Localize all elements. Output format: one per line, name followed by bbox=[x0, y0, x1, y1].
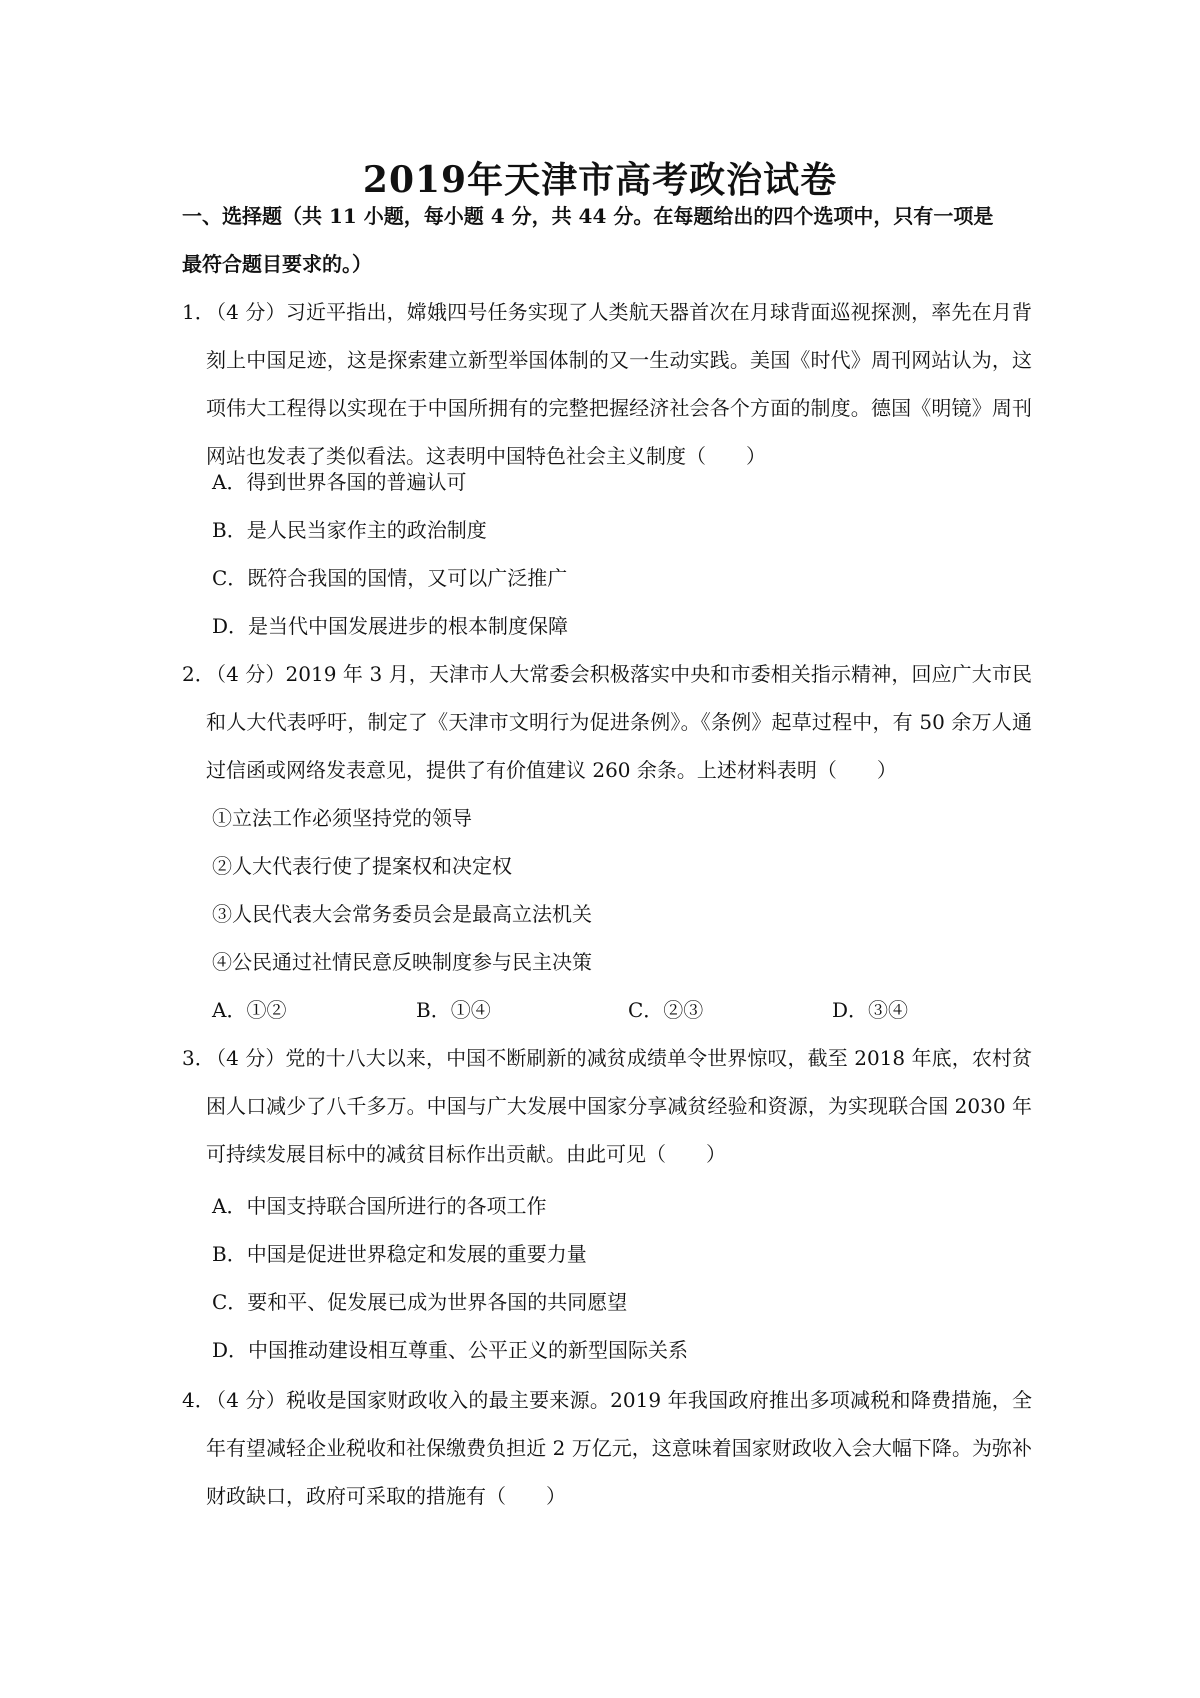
question-3-option-d: D．中国推动建设相互尊重、公平正义的新型国际关系 bbox=[212, 1338, 689, 1362]
question-2-statement-1: ①立法工作必须坚持党的领导 bbox=[212, 806, 472, 830]
question-2-statement-4: ④公民通过社情民意反映制度参与民主决策 bbox=[212, 950, 592, 974]
question-1-option-c: C．既符合我国的国情，又可以广泛推广 bbox=[212, 566, 568, 590]
question-2-number: 2． bbox=[182, 662, 215, 686]
question-2-option-a: A．①② bbox=[212, 998, 287, 1022]
question-4-number: 4． bbox=[182, 1388, 215, 1412]
question-1-text: （4 分）习近平指出，嫦娥四号任务实现了人类航天器首次在月球背面巡视探测，率先在月背刻上中国足迹，这是探索建立新型举国体制的又一生动实践。美国《时代》周刊网站认为，这项伟大工程得以实现在于中国所拥有的完整把握经济社会各个方面的制度。德国《明镜》周刊网站也发表了类似看法。这表明中国特色社会主义制度（ ） bbox=[206, 300, 1032, 468]
question-1-option-a: A．得到世界各国的普遍认可 bbox=[212, 470, 467, 494]
section-heading-line1: 一、选择题（共 11 小题，每小题 4 分，共 44 分。在每题给出的四个选项中，只有一项是 bbox=[182, 204, 994, 228]
question-1-option-d: D．是当代中国发展进步的根本制度保障 bbox=[212, 614, 569, 638]
question-1-option-b: B．是人民当家作主的政治制度 bbox=[212, 518, 487, 542]
question-2-statement-3: ③人民代表大会常务委员会是最高立法机关 bbox=[212, 902, 592, 926]
page-title: 2019年天津市高考政治试卷 bbox=[362, 159, 838, 201]
question-3-number: 3． bbox=[182, 1046, 215, 1070]
question-3-option-a: A．中国支持联合国所进行的各项工作 bbox=[212, 1194, 547, 1218]
question-3-option-c: C．要和平、促发展已成为世界各国的共同愿望 bbox=[212, 1290, 628, 1314]
section-heading-line2: 最符合题目要求的。） bbox=[182, 252, 372, 276]
question-2-statement-2: ②人大代表行使了提案权和决定权 bbox=[212, 854, 512, 878]
question-4-text: （4 分）税收是国家财政收入的最主要来源。2019 年我国政府推出多项减税和降费措施，全年有望减轻企业税收和社保缴费负担近 2 万亿元，这意味着国家财政收入会大幅下降。为弥补财政缺口，政府可采取的措施有（ ） bbox=[206, 1388, 1032, 1508]
question-3-text: （4 分）党的十八大以来，中国不断刷新的减贫成绩单令世界惊叹，截至 2018 年底，农村贫困人口减少了八千多万。中国与广大发展中国家分享减贫经验和资源，为实现联合国 2030 年可持续发展目标中的减贫目标作出贡献。由此可见（ ） bbox=[206, 1046, 1032, 1166]
question-1-number: 1． bbox=[182, 300, 215, 324]
question-2-option-b: B．①④ bbox=[416, 998, 491, 1022]
question-2-option-c: C．②③ bbox=[628, 998, 704, 1022]
question-3-option-b: B．中国是促进世界稳定和发展的重要力量 bbox=[212, 1242, 587, 1266]
question-2-text: （4 分）2019 年 3 月，天津市人大常委会积极落实中央和市委相关指示精神，回应广大市民和人大代表呼吁，制定了《天津市文明行为促进条例》。《条例》起草过程中，有 50 余万人通过信函或网络发表意见，提供了有价值建议 260 余条。上述材料表明（ ） bbox=[206, 662, 1032, 782]
question-2-option-d: D．③④ bbox=[832, 998, 909, 1022]
